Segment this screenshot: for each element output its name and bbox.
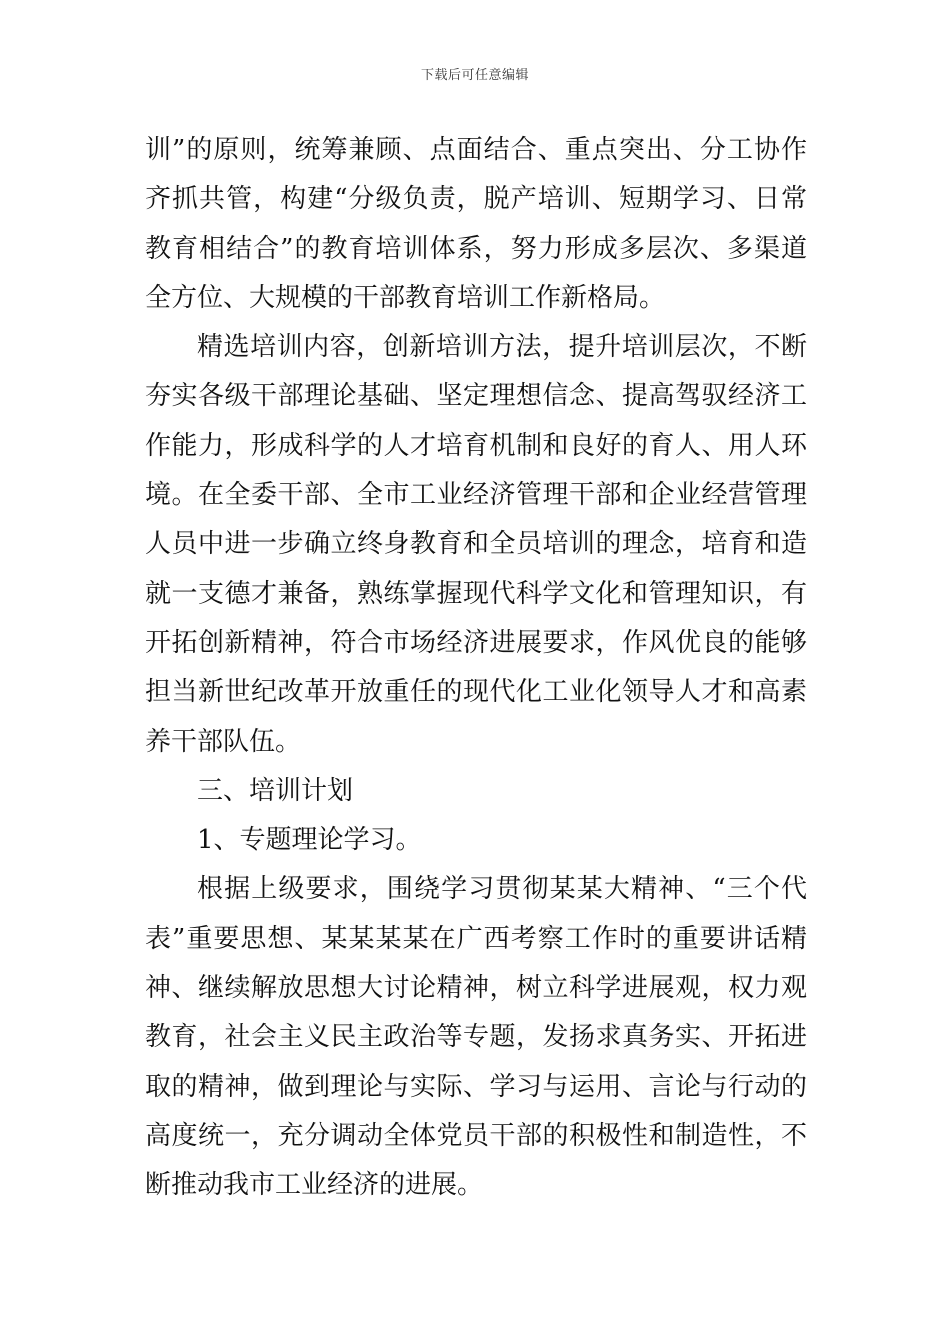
paragraph-training-content [145,323,807,767]
text-line: 担当新世纪改革开放重任的现代化工业化领导人才和高素 [145,677,807,708]
paragraph-principle [145,126,807,323]
text-line: 齐抓共管，构建“分级负责，脱产培训、短期学习、日常 [145,184,807,215]
section-heading: 三、培训计划 [197,775,354,806]
page-header: 下载后可任意编辑 [420,68,529,83]
text-line: 境。在全委干部、全市工业经济管理干部和企业经营管理 [145,480,807,511]
text-line: 全方位、大规模的干部教育培训工作新格局。 [145,282,666,313]
text-line: 作能力，形成科学的人才培育机制和良好的育人、用人环 [145,430,807,461]
text-line: 取的精神，做到理论与实际、学习与运用、言论与行动的 [145,1071,807,1102]
text-line: 精选培训内容，创新培训方法，提升培训层次，不断 [197,332,807,363]
text-line: 训”的原则，统筹兼顾、点面结合、重点突出、分工协作 [145,135,807,165]
text-line: 神、继续解放思想大讨论精神，树立科学进展观，权力观 [145,973,807,1004]
text-line: 开拓创新精神，符合市场经济进展要求，作风优良的能够 [145,627,807,658]
text-line: 教育相结合”的教育培训体系，努力形成多层次、多渠道 [145,233,807,264]
text-line: 养干部队伍。 [145,726,302,757]
subsection-heading: 1、专题理论学习。 [197,825,422,856]
text-line: 人员中进一步确立终身教育和全员培训的理念，培育和造 [145,529,807,560]
text-line: 表”重要思想、某某某某在广西考察工作时的重要讲话精 [145,923,807,954]
text-line: 根据上级要求，围绕学习贯彻某某大精神、“三个代 [197,874,807,905]
text-line: 夯实各级干部理论基础、坚定理想信念、提高驾驭经济工 [145,381,807,412]
text-line: 就一支德才兼备，熟练掌握现代科学文化和管理知识，有 [145,578,807,609]
text-line: 断推动我市工业经济的进展。 [145,1170,484,1201]
text-line: 高度统一，充分调动全体党员干部的积极性和制造性，不 [145,1120,807,1151]
text-line: 教育，社会主义民主政治等专题，发扬求真务实、开拓进 [145,1022,807,1053]
paragraph-theory-study [145,865,807,1210]
document-body [145,126,807,1211]
